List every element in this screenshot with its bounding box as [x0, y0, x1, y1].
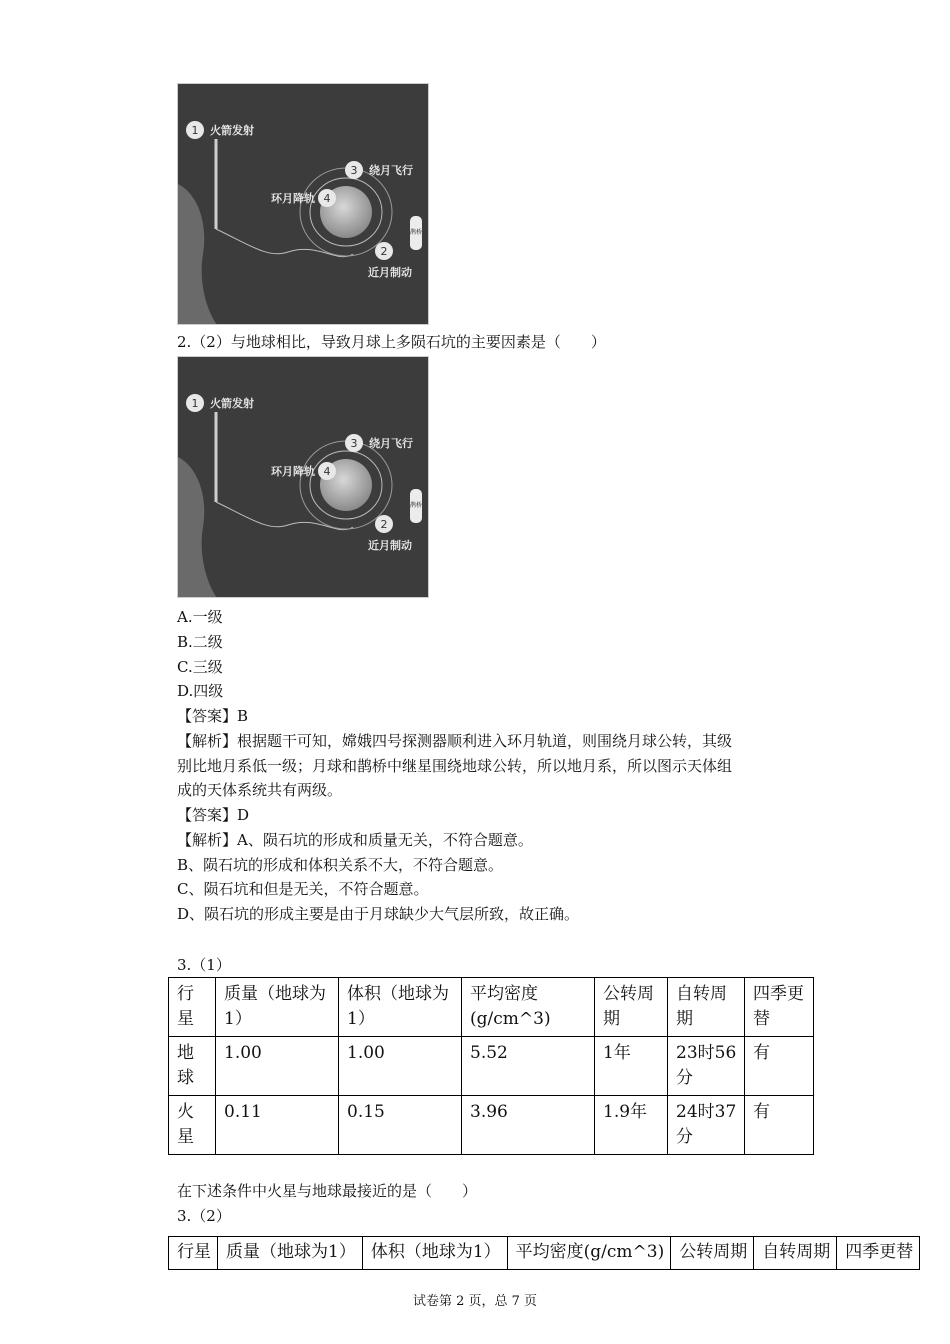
step-number: 1	[191, 397, 199, 410]
question-3-2-label: 3.（2）	[177, 1207, 231, 1225]
step-number: 4	[323, 465, 331, 478]
step-number: 1	[191, 124, 199, 137]
table-cell: 3.96	[462, 1096, 595, 1155]
table-row	[169, 1096, 814, 1155]
step-label: 火箭发射	[210, 124, 254, 137]
table-cell: 5.52	[462, 1037, 595, 1096]
table-header-cell: 体积（地球为1）	[362, 1237, 507, 1270]
analysis-2-line: B、陨石坑的形成和体积关系不大，不符合题意。	[177, 856, 504, 874]
mission-diagram	[178, 357, 429, 598]
question-3-1-stem: 在下述条件中火星与地球最接近的是（ ）	[177, 1182, 478, 1200]
table-cell: 有	[745, 1096, 814, 1155]
table-cell: 1.00	[339, 1037, 462, 1096]
table-header-cell: 公转周期	[595, 978, 668, 1037]
step-number: 2	[380, 518, 388, 531]
table-header-row	[169, 1237, 920, 1270]
step-number: 2	[380, 245, 388, 258]
table-cell: 1年	[595, 1037, 668, 1096]
page-footer: 试卷第 2 页，总 7 页	[412, 1294, 538, 1309]
answer-1: 【答案】B	[177, 707, 249, 725]
table-header-cell: 自转周期	[754, 1237, 837, 1270]
step-number: 4	[323, 192, 331, 205]
table-header-cell: 四季更替	[837, 1237, 920, 1270]
relay-label: 鹊桥	[409, 229, 423, 236]
table-cell: 火星	[169, 1096, 216, 1155]
step-number: 3	[350, 164, 358, 177]
table-cell: 0.11	[216, 1096, 339, 1155]
table-cell: 1.9年	[595, 1096, 668, 1155]
table-header-cell: 平均密度(g/cm^3)	[462, 978, 595, 1037]
analysis-2-line: C、陨石坑和但是无关，不符合题意。	[177, 880, 429, 898]
analysis-2-line: D、陨石坑的形成主要是由于月球缺少大气层所致，故正确。	[177, 905, 580, 923]
step-label: 环月降轨	[271, 192, 315, 205]
table-header-cell: 平均密度(g/cm^3)	[507, 1237, 671, 1270]
step-label: 环月降轨	[271, 465, 315, 478]
step-label: 绕月飞行	[369, 164, 413, 177]
analysis-2-line: 【解析】A、陨石坑的形成和质量无关，不符合题意。	[177, 831, 533, 849]
relay-label: 鹊桥	[409, 502, 423, 509]
step-label: 绕月飞行	[369, 437, 413, 450]
table-cell: 23时56分	[668, 1037, 745, 1096]
table-row	[169, 1037, 814, 1096]
option-b: B.二级	[177, 633, 223, 651]
analysis-1-line: 别比地月系低一级；月球和鹊桥中继星围绕地球公转，所以地月系，所以图示天体组	[177, 757, 733, 775]
step-number: 3	[350, 437, 358, 450]
table-header-cell: 行星	[169, 978, 216, 1037]
question-3-1-label: 3.（1）	[177, 956, 231, 974]
table-cell: 1.00	[216, 1037, 339, 1096]
table-cell: 地球	[169, 1037, 216, 1096]
table-header-cell: 行星	[169, 1237, 218, 1270]
table-header-row	[169, 978, 814, 1037]
planet-table-partial	[168, 1236, 920, 1270]
table-header-cell: 公转周期	[671, 1237, 754, 1270]
table-header-cell: 质量（地球为1）	[218, 1237, 363, 1270]
answer-2: 【答案】D	[177, 806, 250, 824]
question-2-2-stem: 2.（2）与地球相比，导致月球上多陨石坑的主要因素是（ ）	[177, 333, 606, 351]
table-header-cell: 质量（地球为1）	[216, 978, 339, 1037]
table-cell: 24时37分	[668, 1096, 745, 1155]
table-cell: 有	[745, 1037, 814, 1096]
option-d: D.四级	[177, 682, 224, 700]
mission-diagram	[178, 84, 429, 325]
table-header-cell: 自转周期	[668, 978, 745, 1037]
mission-figure-2	[177, 356, 429, 598]
step-label: 近月制动	[368, 266, 412, 279]
step-label: 近月制动	[368, 539, 412, 552]
option-a: A.一级	[177, 608, 223, 626]
table-cell: 0.15	[339, 1096, 462, 1155]
option-c: C.三级	[177, 658, 223, 676]
table-header-cell: 四季更替	[745, 978, 814, 1037]
mission-figure-1	[177, 83, 429, 325]
analysis-1-line: 成的天体系统共有两级。	[177, 781, 343, 799]
analysis-1-line: 【解析】根据题干可知，嫦娥四号探测器顺利进入环月轨道，则围绕月球公转，其级	[177, 732, 733, 750]
planet-table	[168, 977, 814, 1155]
table-header-cell: 体积（地球为1）	[339, 978, 462, 1037]
step-label: 火箭发射	[210, 397, 254, 410]
